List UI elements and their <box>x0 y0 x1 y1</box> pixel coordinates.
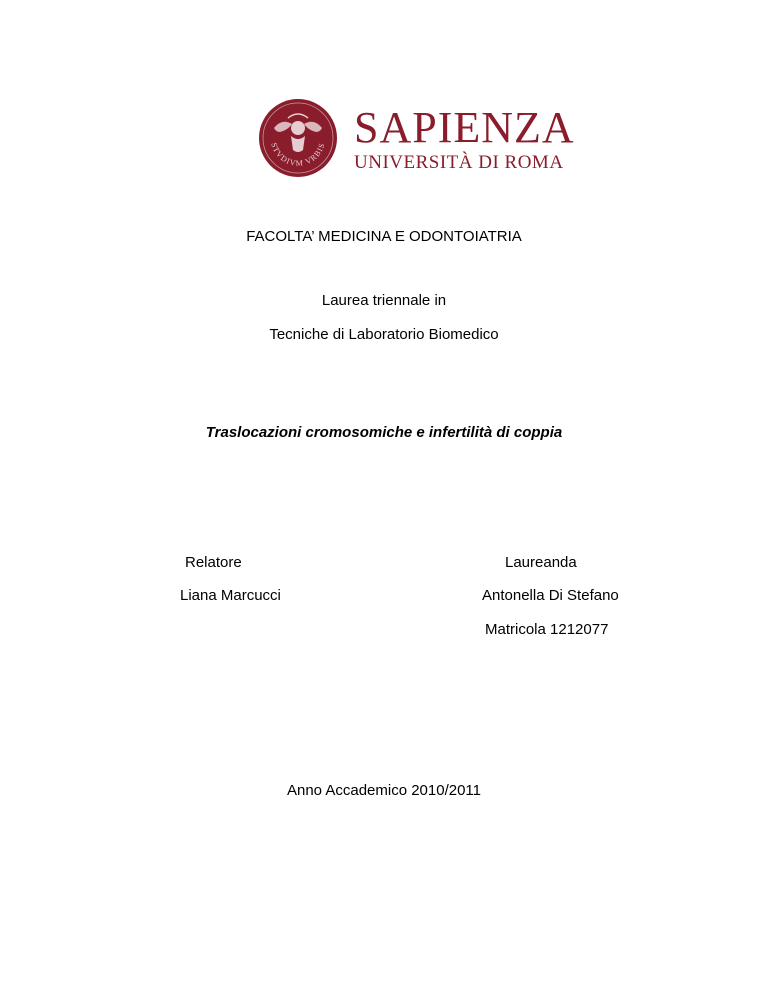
university-subtitle: UNIVERSITÀ DI ROMA <box>354 152 564 173</box>
candidate-id: Matricola 1212077 <box>485 621 609 638</box>
candidate-name: Antonella Di Stefano <box>482 587 619 604</box>
candidate-label: Laureanda <box>505 554 577 571</box>
university-seal-logo <box>258 98 338 178</box>
supervisor-label: Relatore <box>185 554 242 571</box>
academic-year: Anno Accademico 2010/2011 <box>286 782 482 799</box>
faculty-name: FACOLTA’ MEDICINA E ODONTOIATRIA <box>246 228 522 245</box>
university-wordmark <box>354 103 575 174</box>
supervisor-name: Liana Marcucci <box>180 587 281 604</box>
university-name: SAPIENZA <box>354 103 575 152</box>
thesis-title: Traslocazioni cromosomiche e infertilità di coppia <box>205 424 563 441</box>
degree-course: Tecniche di Laboratorio Biomedico <box>269 326 499 343</box>
degree-type: Laurea triennale in <box>321 292 447 309</box>
seal-text: STVDIVM VRBIS <box>269 141 327 168</box>
